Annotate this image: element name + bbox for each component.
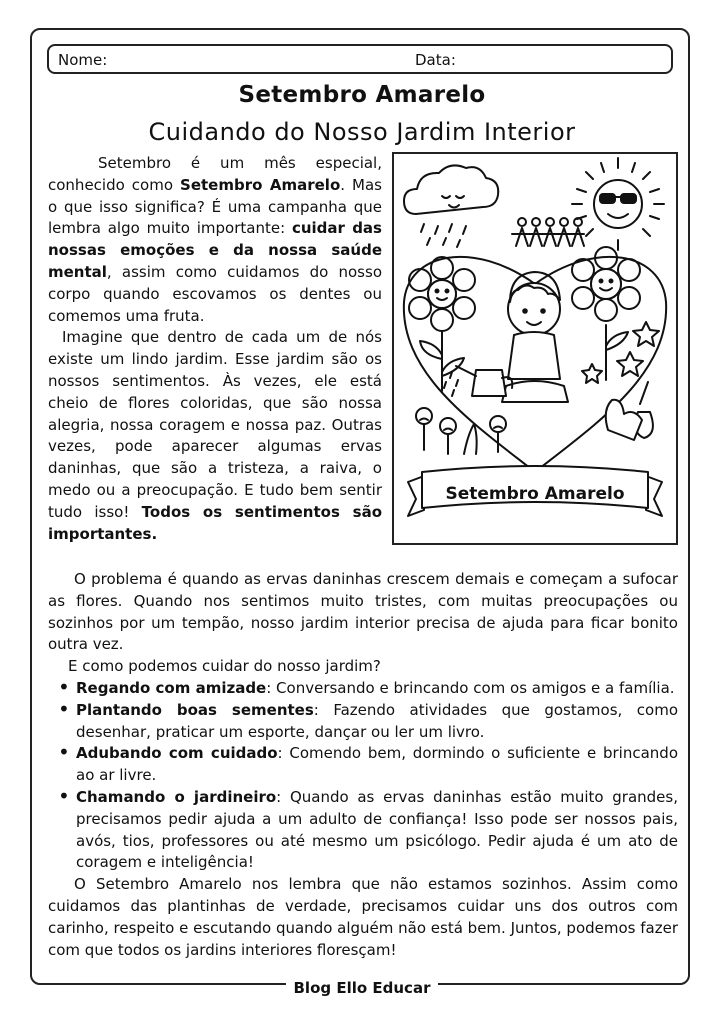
- para1-bold-d: cuidar das nossas emoções e da nossa saúde mental: [48, 219, 382, 281]
- para2-bold-b: Todos os sentimentos são importantes.: [48, 502, 382, 543]
- page-subtitle: Cuidando do Nosso Jardim Interior: [148, 118, 576, 146]
- name-label: Nome:: [58, 51, 108, 69]
- list-item-title: Adubando com cuidado: [76, 744, 278, 763]
- para2-text-a: Imagine que dentro de cada um de nós existe um lindo jardim. Esse jardim são os nossos sentimentos. Às vezes, ele está cheio de flores coloridas, que são nossa alegria, nossa coragem e nossa paz. Outras vezes, pode aparecer algumas ervas daninhas, que são a tristeza, a raiva, o medo ou a preocupação. E tudo bem sentir tudo isso!: [48, 328, 382, 521]
- paragraph-3: O problema é quando as ervas daninhas crescem demais e começam a sufocar as flores. Quando nos sentimos muito tristes, com muitas preocupações ou sozinhos por um tempão, nosso jardim interior precisa de ajuda para ficar bonito outra vez.: [48, 570, 678, 654]
- list-item: [76, 743, 678, 787]
- footer-text: Blog Ello Educar: [286, 979, 439, 997]
- sun-icon: [572, 158, 664, 250]
- list-item-title: Regando com amizade: [76, 678, 267, 697]
- people-chain-icon: [512, 218, 584, 246]
- list-item-title: Chamando o jardineiro: [76, 787, 277, 806]
- question-line: E como podemos cuidar do nosso jardim?: [68, 657, 381, 676]
- garden-illustration: [392, 152, 678, 545]
- list-item-text: : Quando as ervas daninhas estão muito grandes, precisamos pedir ajuda a um adulto de confiança! Isso pode ser nossos pais, avós, tios, professores ou até mesmo um psicólogo. Pedir ajuda é um ato de coragem e inteligência!: [76, 787, 678, 872]
- paragraph-2: [48, 327, 382, 545]
- para1-text-c: . Mas o que isso significa? É uma campanha que lembra algo muito importante:: [48, 175, 382, 238]
- banner-text: Setembro Amarelo: [445, 484, 625, 504]
- list-item-title: Plantando boas sementes: [76, 700, 314, 719]
- list-item-text: : Fazendo atividades que gostamos, como desenhar, praticar um esporte, dançar ou ler um livro.: [76, 700, 679, 741]
- list-item-text: : Conversando e brincando com os amigos e a família.: [266, 678, 675, 697]
- list-item: [76, 787, 678, 874]
- illustration-svg: [394, 154, 676, 543]
- cloud-icon: [404, 165, 498, 247]
- name-date-bar: [47, 44, 673, 74]
- gloves-icon: [606, 400, 642, 440]
- list-item: [76, 700, 678, 744]
- care-list: [48, 678, 678, 874]
- page-title: Setembro Amarelo: [238, 82, 486, 108]
- para1-bold-b: Setembro Amarelo: [180, 175, 341, 194]
- list-item: [76, 678, 678, 700]
- para1-text-e: , assim como cuidamos do nosso corpo quando escovamos os dentes ou comemos uma fruta.: [48, 262, 382, 325]
- full-width-text: [48, 569, 678, 961]
- date-label: Data:: [415, 51, 456, 69]
- paragraph-1: [48, 153, 382, 327]
- left-column-text: [48, 153, 382, 545]
- closing-paragraph: O Setembro Amarelo nos lembra que não estamos sozinhos. Assim como cuidamos das plantinhas de verdade, precisamos cuidar uns dos outros com carinho, respeito e escutando quando alguém não está bem. Juntos, podemos fazer com que todos os jardins interiores floresçam!: [48, 875, 678, 959]
- para1-text-a: Setembro é um mês especial, conhecido como: [48, 154, 382, 194]
- footer-credit: [0, 979, 724, 997]
- list-item-text: : Comendo bem, dormindo o suficiente e brincando ao ar livre.: [76, 744, 678, 785]
